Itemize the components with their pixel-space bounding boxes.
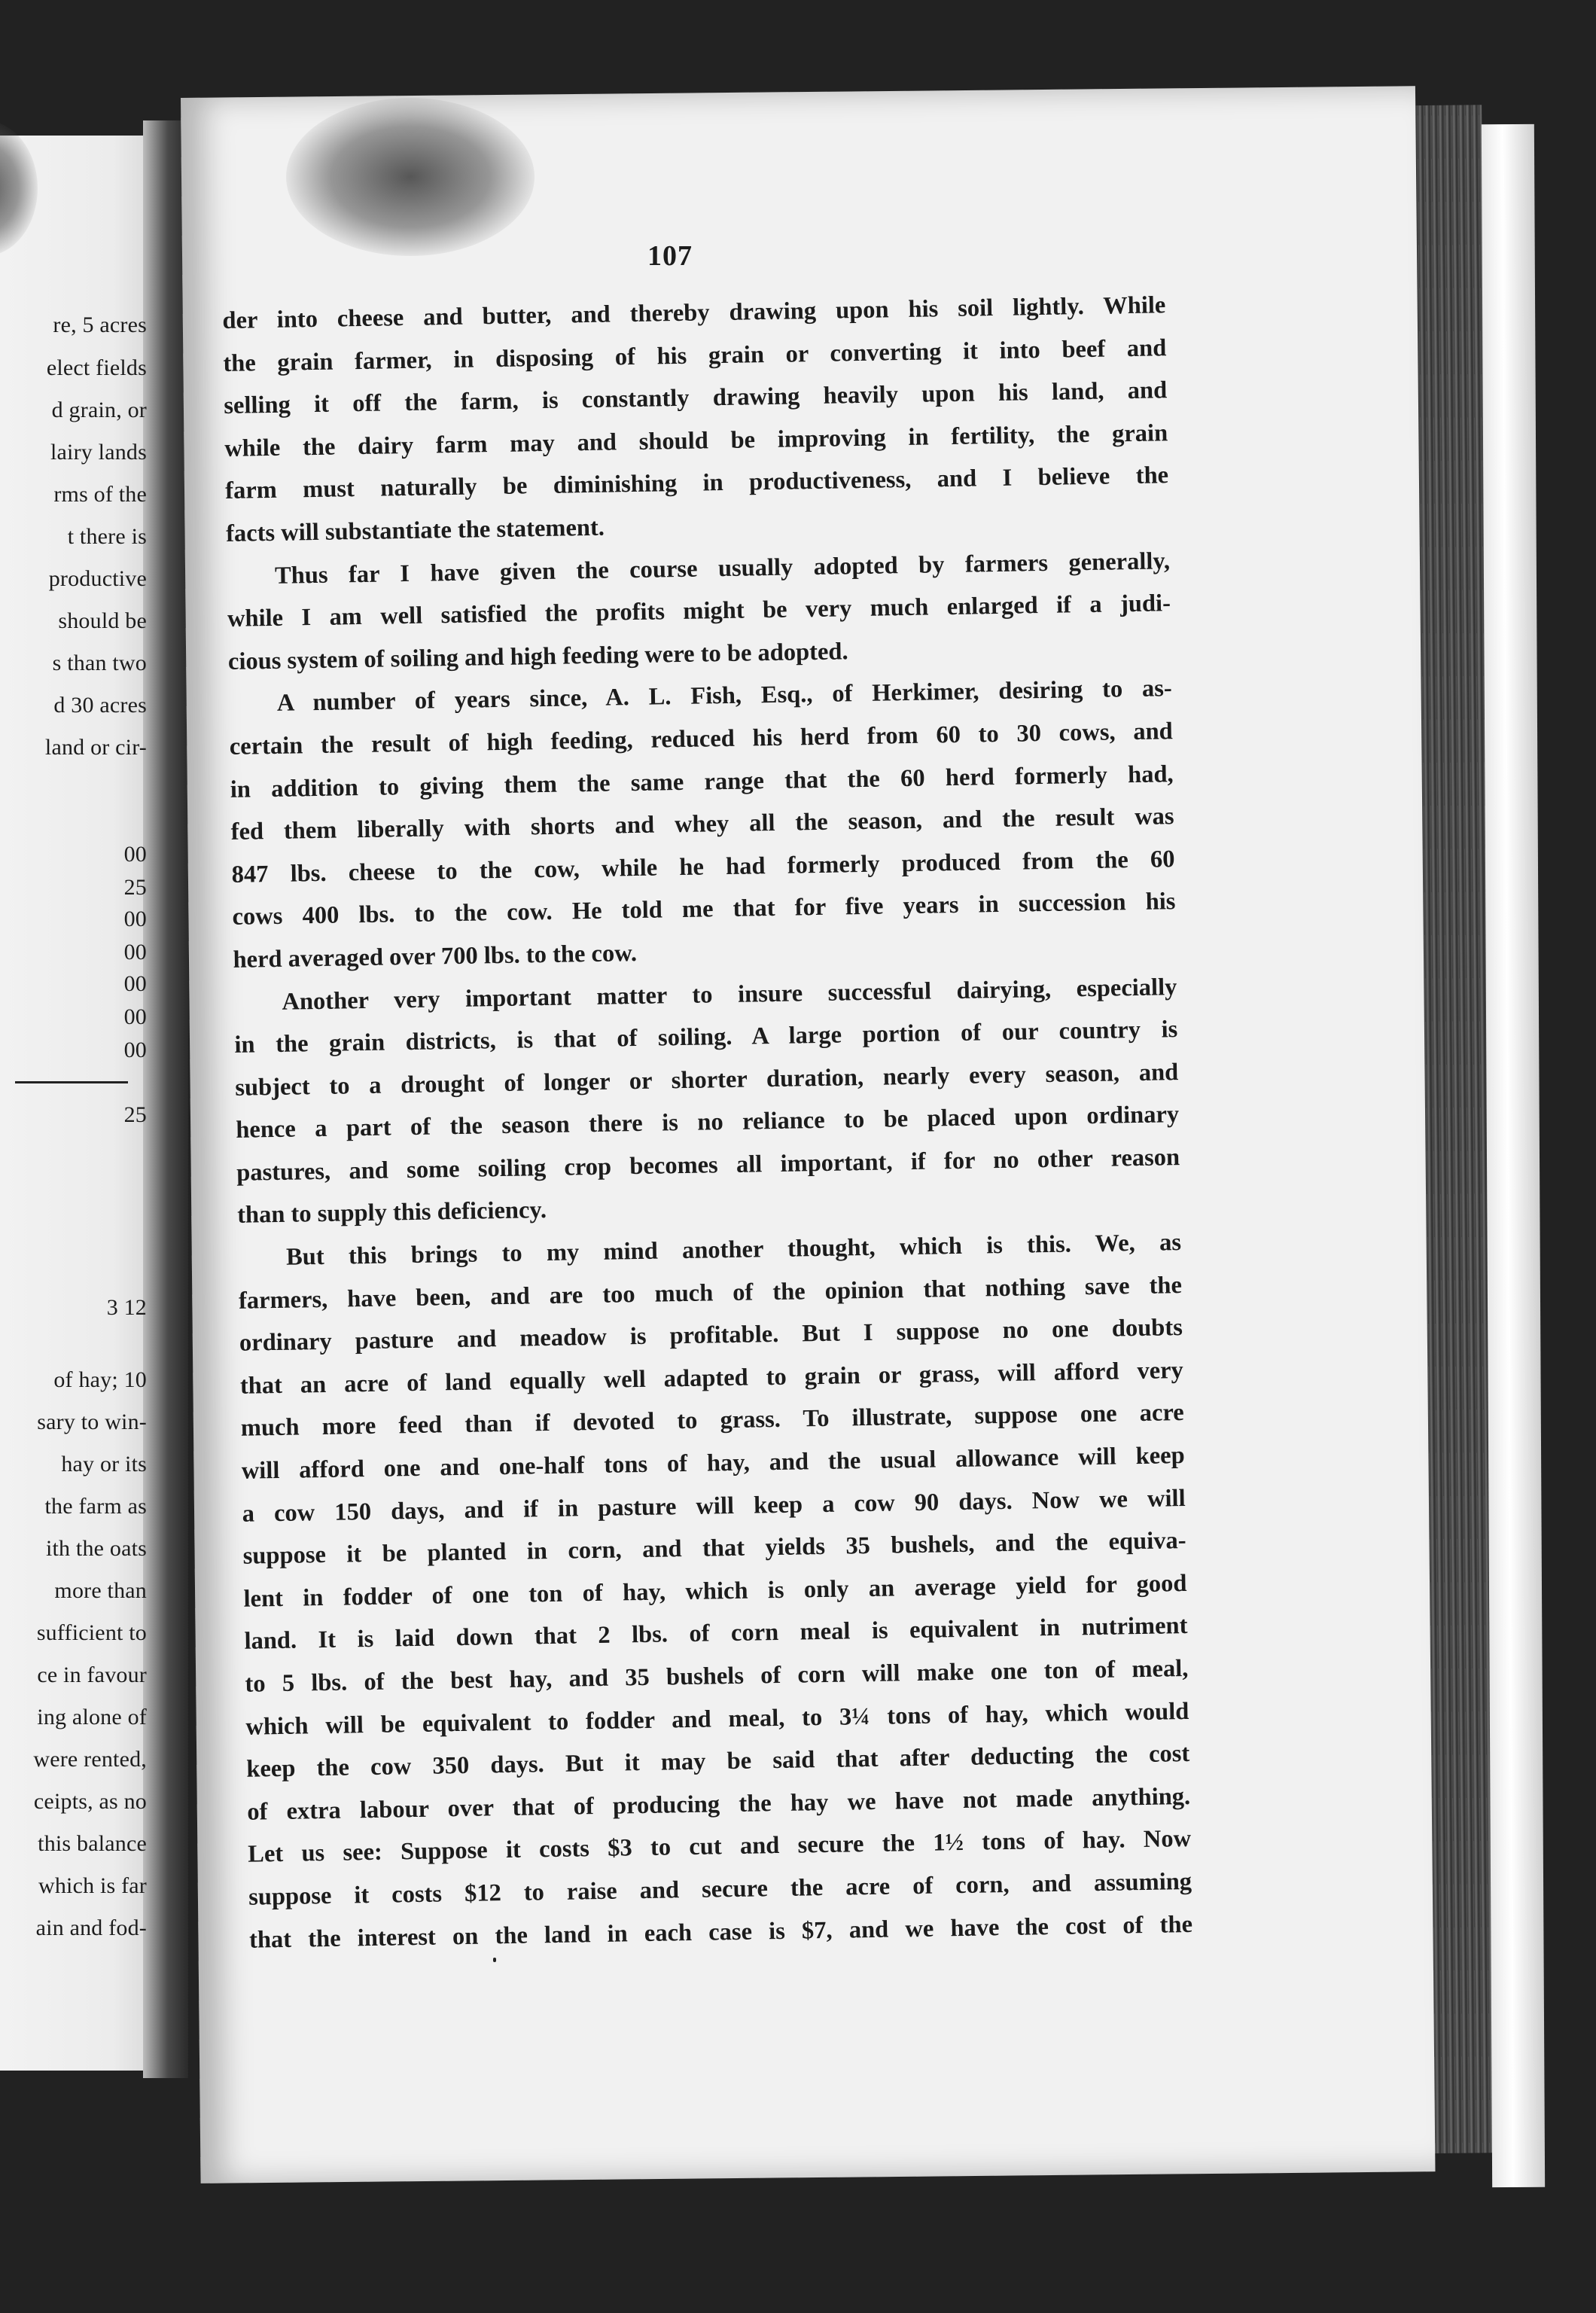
left-fragment: productive	[48, 566, 147, 591]
left-fragment: ceipts, as no	[33, 1789, 147, 1814]
ink-speck	[518, 2259, 521, 2268]
text-line: that an acre of land equally well adapted to grain or grass, will afford very	[239, 1356, 1184, 1400]
text-line: farm must naturally be diminishing in productiveness, and I believe the	[224, 462, 1169, 505]
body-text	[222, 284, 1192, 1961]
left-fragment: which is far	[38, 1873, 147, 1898]
text-line: subject to a drought of longer or shorter duration, nearly every season, and	[235, 1058, 1179, 1102]
text-line: will afford one and one-half tons of hay, and the usual allowance will keep	[241, 1442, 1185, 1485]
text-line: fed them liberally with shorts and whey all the season, and the result was	[230, 803, 1174, 846]
text-line: Another very important matter to insure successful dairying, especially	[282, 973, 1177, 1016]
left-fragment: sary to win-	[37, 1409, 147, 1434]
left-fragment: were rented,	[33, 1747, 147, 1772]
left-fragment: elect fields	[46, 355, 147, 380]
left-fragment: 3 12	[106, 1295, 147, 1320]
left-fragment: ing alone of	[37, 1705, 147, 1729]
left-fragment: this balance	[38, 1831, 147, 1856]
left-fragment: rms of the	[53, 482, 147, 507]
left-fragment: 00	[123, 971, 147, 996]
text-line: which will be equivalent to fodder and meal, to 3¼ tons of hay, which would	[245, 1697, 1189, 1741]
left-fragment: d grain, or	[51, 398, 147, 422]
text-line: herd averaged over 700 lbs. to the cow.	[233, 939, 638, 974]
stain-mark	[286, 98, 535, 256]
text-line: farmers, have been, and are too much of the opinion that nothing save the	[238, 1271, 1183, 1315]
text-line: keep the cow 350 days. But it may be said that after deducting the cost	[246, 1740, 1190, 1783]
left-fragment: hay or its	[61, 1452, 147, 1476]
page-number: 107	[647, 240, 693, 272]
text-line: while the dairy farm may and should be improving in fertility, the grain	[224, 419, 1168, 462]
left-fragment: ce in favour	[37, 1662, 147, 1687]
text-line: land. It is laid down that 2 lbs. of corn meal is equivalent in nutriment	[244, 1612, 1188, 1656]
text-line: But this brings to my mind another thought, which is this. We, as	[285, 1229, 1182, 1271]
left-fragment: 00	[123, 1004, 147, 1029]
text-line: der into cheese and butter, and thereby drawing upon his soil lightly. While	[222, 291, 1166, 334]
left-fragment: land or cir-	[44, 735, 147, 760]
text-line: Thus far I have given the course usually adopted by farmers generally,	[274, 547, 1171, 590]
text-line: facts will substantiate the statement.	[225, 513, 605, 547]
left-fragment: ith the oats	[45, 1536, 147, 1561]
left-fragment: should be	[58, 608, 147, 633]
left-fragment: s than two	[52, 651, 147, 675]
text-line: selling it off the farm, is constantly drawing heavily upon his land, and	[224, 376, 1168, 420]
book-gutter	[143, 120, 188, 2078]
text-line: while I am well satisfied the profits might be very much enlarged if a judi-	[227, 590, 1171, 633]
left-fragment: 00	[123, 907, 147, 931]
left-fragment: re, 5 acres	[53, 312, 147, 337]
left-fragment: 25	[123, 1102, 147, 1127]
text-line: in addition to giving them the same range that the 60 herd formerly had,	[230, 760, 1174, 803]
left-fragment: of hay; 10	[53, 1367, 147, 1392]
left-fragment: 00	[123, 940, 147, 965]
ink-speck	[493, 1958, 496, 1962]
text-line: pastures, and some soiling crop becomes all important, if for no other reason	[236, 1143, 1180, 1187]
text-line: ordinary pasture and meadow is profitable. But I suppose no one doubts	[239, 1314, 1183, 1358]
left-fragment: sufficient to	[36, 1620, 147, 1645]
text-line: A number of years since, A. L. Fish, Esq., of Herkimer, desiring to as-	[276, 675, 1173, 718]
text-line: that the interest on the land in each case is $7, and we have the cost of the	[248, 1910, 1193, 1954]
text-line: than to supply this deficiency.	[236, 1196, 547, 1230]
left-fragment: 00	[123, 1038, 147, 1062]
text-line: certain the result of high feeding, reduced his herd from 60 to 30 cows, and	[229, 718, 1173, 760]
left-fragment: more than	[54, 1578, 147, 1603]
text-line: a cow 150 days, and if in pasture will keep a cow 90 days. Now we will	[242, 1484, 1186, 1528]
left-fragment: the farm as	[44, 1494, 147, 1519]
text-line: the grain farmer, in disposing of his grain or converting it into beef and	[223, 334, 1167, 377]
text-line: cows 400 lbs. to the cow. He told me that for five years in succession his	[232, 888, 1176, 931]
left-fragment: t there is	[67, 524, 147, 549]
text-line: suppose it costs $12 to raise and secure the acre of corn, and assuming	[248, 1867, 1192, 1911]
text-line: Let us see: Suppose it costs $3 to cut and secure the 1½ tons of hay. Now	[247, 1825, 1192, 1869]
text-line: hence a part of the season there is no reliance to be placed upon ordinary	[235, 1101, 1180, 1144]
text-line: 847 lbs. cheese to the cow, while he had formerly produced from the 60	[231, 845, 1175, 888]
text-line: to 5 lbs. of the best hay, and 35 bushels of corn will make one ton of meal,	[245, 1654, 1189, 1698]
left-fragment: 00	[123, 842, 147, 867]
left-fragment: ain and fod-	[35, 1915, 147, 1940]
left-fragment: 25	[123, 875, 147, 900]
text-line: of extra labour over that of producing the hay we have not made anything.	[247, 1782, 1191, 1826]
cover-board	[1482, 124, 1545, 2187]
text-line: cious system of soiling and high feeding were to be adopted.	[227, 638, 848, 675]
text-line: in the grain districts, is that of soiling. A large portion of our country is	[234, 1016, 1178, 1059]
text-line: lent in fodder of one ton of hay, which is only an average yield for good	[243, 1569, 1187, 1613]
text-line: much more feed than if devoted to grass. To illustrate, suppose one acre	[240, 1399, 1184, 1443]
text-line: suppose it be planted in corn, and that yields 35 bushels, and the equiva-	[242, 1527, 1186, 1570]
left-fragment: d 30 acres	[53, 693, 147, 718]
sum-rule	[15, 1081, 128, 1083]
left-fragment: lairy lands	[50, 440, 147, 465]
